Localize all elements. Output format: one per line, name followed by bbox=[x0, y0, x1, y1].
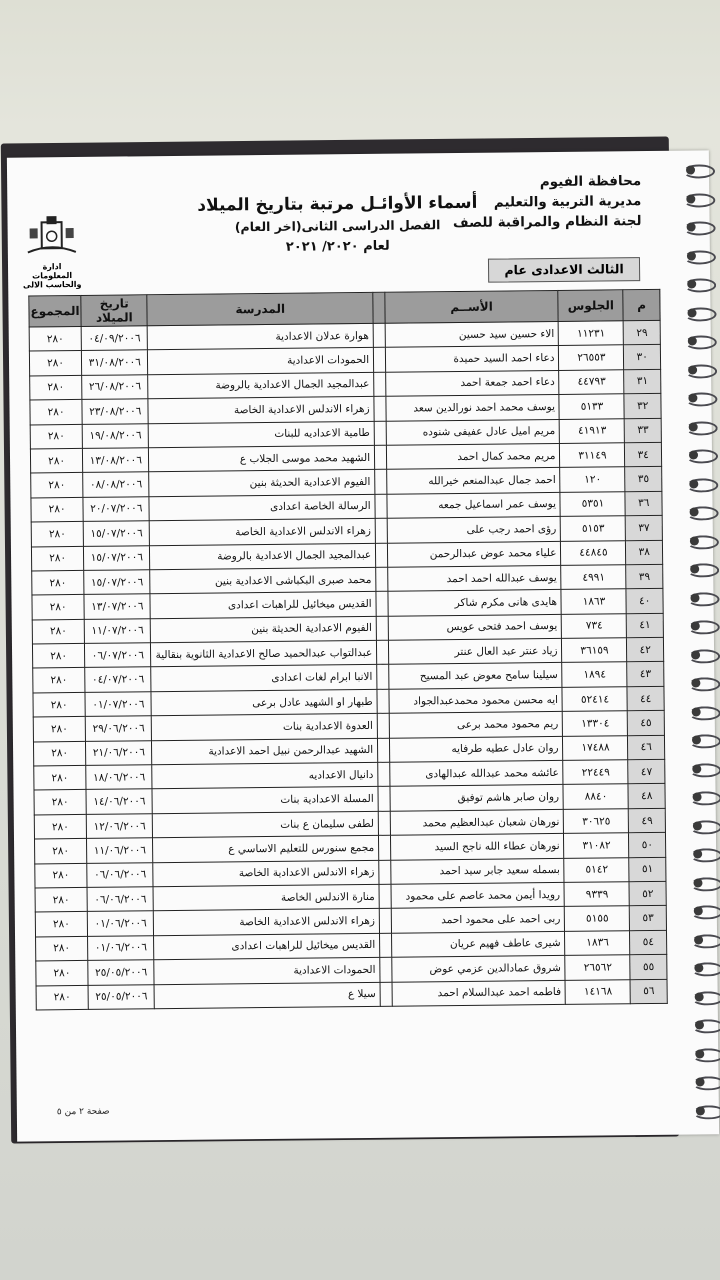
column-gap bbox=[376, 616, 388, 641]
cell-seat: ١٢٠ bbox=[560, 467, 625, 492]
cell-total: ٢٨٠ bbox=[32, 570, 84, 595]
cell-name: مريم اميل عادل عفيفى شنوده bbox=[386, 419, 560, 445]
cell-m: ٤٦ bbox=[628, 735, 665, 760]
cell-m: ٣٨ bbox=[626, 540, 663, 565]
cell-total: ٢٨٠ bbox=[35, 887, 87, 912]
cell-school: الشهيد محمد موسى الجلاب ع bbox=[149, 445, 375, 472]
punch-hole bbox=[687, 279, 696, 288]
cell-seat: ٧٣٤ bbox=[562, 613, 627, 638]
cell-seat: ٤٩٩١ bbox=[561, 565, 626, 590]
cell-m: ٥١ bbox=[629, 857, 666, 882]
cell-school: سيلا ع bbox=[154, 982, 380, 1009]
cell-school: الفيوم الاعدادية الحديثة بنين bbox=[151, 616, 377, 643]
cell-name: نورهان شعبان عبدالعظيم محمد bbox=[390, 809, 564, 835]
cell-school: لطفى سليمان ع بنات bbox=[153, 811, 379, 838]
cell-seat: ٨٨٤٠ bbox=[563, 784, 628, 809]
cell-m: ٤٣ bbox=[627, 662, 664, 687]
cell-name: يوسف محمد احمد نورالدين سعد bbox=[386, 395, 560, 421]
cell-total: ٢٨٠ bbox=[29, 351, 81, 376]
cell-name: دعاء احمد جمعة احمد bbox=[385, 370, 559, 396]
cell-m: ٣٥ bbox=[625, 467, 662, 492]
cell-seat: ٥١٤٢ bbox=[564, 857, 629, 882]
cell-m: ٥٥ bbox=[630, 954, 667, 979]
cell-dob: ١٥/٠٧/٢٠٠٦ bbox=[83, 521, 150, 546]
punch-hole bbox=[692, 707, 701, 716]
cell-seat: ٣١١٤٩ bbox=[560, 443, 625, 468]
cell-school: الشهيد عبدالرحمن نبيل احمد الاعدادية bbox=[152, 738, 378, 765]
punch-hole bbox=[691, 650, 700, 659]
column-gap bbox=[375, 494, 387, 519]
cell-total: ٢٨٠ bbox=[29, 326, 81, 351]
column-gap bbox=[380, 957, 392, 982]
cell-total: ٢٨٠ bbox=[35, 912, 87, 937]
punch-hole bbox=[692, 735, 701, 744]
cell-total: ٢٨٠ bbox=[34, 790, 86, 815]
cell-name: يوسف عبدالله احمد احمد bbox=[387, 565, 561, 591]
cell-school: عبدالمجيد الجمال الاعدادية بالروضة bbox=[150, 543, 376, 570]
column-gap bbox=[374, 372, 386, 397]
column-gap bbox=[378, 762, 390, 787]
cell-school: عبدالمجيد الجمال الاعدادية بالروضة bbox=[148, 372, 374, 399]
cell-m: ٤٢ bbox=[627, 637, 664, 662]
punch-hole bbox=[686, 165, 695, 174]
cell-dob: ١٣/٠٧/٢٠٠٦ bbox=[84, 594, 151, 619]
cell-dob: ٠١/٠٦/٢٠٠٦ bbox=[88, 935, 155, 960]
cell-m: ٤٠ bbox=[626, 589, 663, 614]
column-gap bbox=[378, 811, 390, 836]
cell-total: ٢٨٠ bbox=[30, 448, 82, 473]
cell-m: ٥٣ bbox=[630, 906, 667, 931]
cell-m: ٤٧ bbox=[628, 759, 665, 784]
cell-dob: ٠١/٠٦/٢٠٠٦ bbox=[87, 911, 154, 936]
punch-hole bbox=[694, 963, 703, 972]
cell-m: ٥٦ bbox=[630, 979, 667, 1004]
cell-seat: ٤٤٧٩٣ bbox=[559, 370, 624, 395]
cell-school: هوارة عدلان الاعدادية bbox=[148, 323, 374, 350]
cell-dob: ٠٦/٠٦/٢٠٠٦ bbox=[87, 862, 154, 887]
cell-name: رؤى احمد رجب على bbox=[387, 517, 561, 543]
punch-hole bbox=[696, 1106, 705, 1115]
cell-dob: ٠١/٠٧/٢٠٠٦ bbox=[85, 692, 152, 717]
cell-school: منارة الاندلس الخاصة bbox=[153, 884, 379, 911]
punch-hole bbox=[694, 935, 703, 944]
cell-m: ٤١ bbox=[627, 613, 664, 638]
cell-school: الانبا ابرام لغات اعدادى bbox=[151, 665, 377, 692]
page-footer: صفحة ٢ من ٥ bbox=[56, 1106, 110, 1118]
cell-m: ٣١ bbox=[624, 369, 661, 394]
cell-school: مجمع سنورس للتعليم الاساسي ع bbox=[153, 836, 379, 863]
cell-name: عائشه محمد عبدالله عبدالهادى bbox=[389, 760, 563, 786]
cell-seat: ٤١٩١٣ bbox=[560, 418, 625, 443]
column-gap bbox=[379, 835, 391, 860]
cell-total: ٢٨٠ bbox=[34, 814, 86, 839]
year-label: لعام ٢٠٢٠/ ٢٠٢١ bbox=[285, 238, 390, 255]
cell-seat: ١٤١٦٨ bbox=[565, 979, 630, 1004]
col-header-total: المجموع bbox=[29, 295, 81, 327]
cell-total: ٢٨٠ bbox=[30, 400, 82, 425]
cell-total: ٢٨٠ bbox=[34, 765, 86, 790]
cell-seat: ١٨٩٤ bbox=[562, 662, 627, 687]
cell-total: ٢٨٠ bbox=[32, 619, 84, 644]
cell-school: زهراء الاندلس الاعدادية الخاصة bbox=[148, 397, 374, 424]
cell-m: ٣٦ bbox=[625, 491, 662, 516]
cell-name: رويدا أيمن محمد عاصم على محمود bbox=[391, 882, 565, 908]
cell-total: ٢٨٠ bbox=[31, 546, 83, 571]
punch-hole bbox=[692, 764, 701, 773]
cell-dob: ٢٩/٠٦/٢٠٠٦ bbox=[85, 716, 152, 741]
cell-name: بسمله سعيد جابر سيد احمد bbox=[390, 858, 564, 884]
cell-name: دعاء احمد السيد حميدة bbox=[385, 346, 559, 372]
column-gap bbox=[378, 738, 390, 763]
cell-total: ٢٨٠ bbox=[30, 375, 82, 400]
cell-dob: ١٤/٠٦/٢٠٠٦ bbox=[86, 789, 153, 814]
punch-hole bbox=[689, 450, 698, 459]
cell-name: ريم محمود محمد برعى bbox=[389, 712, 563, 738]
cell-m: ٢٩ bbox=[624, 320, 661, 345]
cell-seat: ٤٤٨٤٥ bbox=[561, 540, 626, 565]
cell-seat: ٢٦٥٦٢ bbox=[565, 955, 630, 980]
punch-hole bbox=[689, 422, 698, 431]
cell-school: زهراء الاندلس الاعدادية الخاصة bbox=[150, 518, 376, 545]
punch-hole bbox=[686, 194, 695, 203]
cell-seat: ٩٣٣٩ bbox=[564, 882, 629, 907]
cell-dob: ٢١/٠٦/٢٠٠٦ bbox=[86, 740, 153, 765]
punch-hole bbox=[691, 678, 700, 687]
col-header-m: م bbox=[623, 289, 660, 320]
cell-school: عبدالتواب عبدالحميد صالح الاعدادية الثانوية بنقالية bbox=[151, 640, 377, 667]
cell-name: يوسف عمر اسماعيل جمعه bbox=[387, 492, 561, 518]
info-center-logo bbox=[21, 212, 82, 290]
cell-seat: ٣٠٦٢٥ bbox=[564, 809, 629, 834]
cell-m: ٣٠ bbox=[624, 345, 661, 370]
cell-seat: ١١٢٣١ bbox=[559, 321, 624, 346]
cell-m: ٣٢ bbox=[624, 394, 661, 419]
cell-dob: ١١/٠٦/٢٠٠٦ bbox=[87, 838, 154, 863]
document-page bbox=[7, 150, 719, 1141]
cell-name: مريم محمد كمال احمد bbox=[386, 443, 560, 469]
cell-seat: ٥١٥٥ bbox=[565, 906, 630, 931]
cell-seat: ١٨٣٦ bbox=[565, 930, 630, 955]
cell-seat: ١٣٣٠٤ bbox=[563, 711, 628, 736]
column-gap bbox=[373, 348, 385, 373]
punch-hole bbox=[695, 992, 704, 1001]
logo-emblem-icon bbox=[21, 212, 81, 259]
punch-hole bbox=[693, 878, 702, 887]
column-gap bbox=[376, 543, 388, 568]
cell-school: دانيال الاعداديه bbox=[152, 762, 378, 789]
cell-seat: ١٧٤٨٨ bbox=[563, 735, 628, 760]
cell-dob: ١٣/٠٨/٢٠٠٦ bbox=[83, 448, 150, 473]
governorate-label: محافظة الفيوم bbox=[539, 173, 642, 191]
cell-seat: ٥١٣٣ bbox=[559, 394, 624, 419]
cell-name: احمد جمال عبدالمنعم خيرالله bbox=[386, 468, 560, 494]
cell-total: ٢٨٠ bbox=[33, 741, 85, 766]
cell-school: الفيوم الاعدادية الحديثة بنين bbox=[149, 470, 375, 497]
cell-name: هايدى هانى مكرم شاكر bbox=[388, 590, 562, 616]
cell-dob: ٠٦/٠٦/٢٠٠٦ bbox=[87, 887, 154, 912]
cell-m: ٣٤ bbox=[625, 442, 662, 467]
cell-school: القديس ميخائيل للراهبات اعدادى bbox=[154, 933, 380, 960]
cell-seat: ٢٢٤٤٩ bbox=[563, 760, 628, 785]
cell-m: ٤٨ bbox=[628, 784, 665, 809]
cell-dob: ٢٣/٠٨/٢٠٠٦ bbox=[82, 399, 149, 424]
cell-seat: ٣١٠٨٢ bbox=[564, 833, 629, 858]
cell-total: ٢٨٠ bbox=[30, 424, 82, 449]
cell-seat: ٥٣٥١ bbox=[560, 491, 625, 516]
cell-name: زياد عنتر عبد العال عنتر bbox=[388, 638, 562, 664]
punch-hole bbox=[687, 251, 696, 260]
cell-dob: ١٢/٠٦/٢٠٠٦ bbox=[86, 814, 153, 839]
punch-hole bbox=[696, 1077, 705, 1086]
punch-hole bbox=[687, 308, 696, 317]
cell-name: علياء محمد عوض عبدالرحمن bbox=[387, 541, 561, 567]
column-gap bbox=[379, 884, 391, 909]
cell-m: ٣٩ bbox=[626, 564, 663, 589]
col-header-name: الأســم bbox=[385, 290, 559, 323]
cell-m: ٣٧ bbox=[626, 515, 663, 540]
cell-seat: ١٨٦٣ bbox=[561, 589, 626, 614]
header-title-block bbox=[187, 193, 488, 256]
cell-school: محمد صبرى البكباشى الاعدادية بنين bbox=[150, 567, 376, 594]
punch-hole bbox=[690, 564, 699, 573]
punch-hole bbox=[693, 792, 702, 801]
cell-school: الحمودات الاعدادية bbox=[148, 348, 374, 375]
cell-school: زهراء الاندلس الاعدادية الخاصة bbox=[153, 860, 379, 887]
cell-school: الحمودات الاعدادية bbox=[154, 957, 380, 984]
column-gap bbox=[379, 909, 391, 934]
cell-m: ٥٢ bbox=[629, 881, 666, 906]
cell-dob: ١٨/٠٦/٢٠٠٦ bbox=[86, 765, 153, 790]
cell-dob: ٠٤/٠٩/٢٠٠٦ bbox=[81, 326, 148, 351]
column-gap bbox=[377, 713, 389, 738]
punch-hole bbox=[688, 365, 697, 374]
cell-m: ٤٩ bbox=[629, 808, 666, 833]
directorate-label: مديرية التربية والتعليم bbox=[493, 193, 642, 211]
cell-total: ٢٨٠ bbox=[36, 985, 88, 1010]
cell-m: ٤٥ bbox=[628, 711, 665, 736]
column-gap bbox=[380, 982, 392, 1007]
cell-name: شروق عمادالدين عزمي عوض bbox=[392, 956, 566, 982]
column-gap bbox=[376, 592, 388, 617]
punch-hole bbox=[694, 906, 703, 915]
cell-seat: ٣٦١٥٩ bbox=[562, 638, 627, 663]
cell-name: يوسف احمد فتحى عويس bbox=[388, 614, 562, 640]
cell-name: فاطمه احمد عبدالسلام احمد bbox=[392, 980, 566, 1006]
cell-total: ٢٨٠ bbox=[33, 692, 85, 717]
punch-hole bbox=[688, 336, 697, 345]
cell-name: ربى احمد على محمود احمد bbox=[391, 907, 565, 933]
committee-label: لجنة النظام والمراقبة للصف bbox=[452, 213, 642, 232]
cell-seat: ٢٦٥٥٣ bbox=[559, 345, 624, 370]
punch-hole bbox=[690, 593, 699, 602]
cell-dob: ٠٤/٠٧/٢٠٠٦ bbox=[85, 667, 152, 692]
cell-name: الاء حسين سيد حسين bbox=[385, 321, 559, 347]
logo-caption: ادارة المعلومات والحاسب الالى bbox=[22, 262, 82, 290]
cell-m: ٤٤ bbox=[627, 686, 664, 711]
column-gap bbox=[379, 860, 391, 885]
punch-hole bbox=[693, 821, 702, 830]
cell-name: ايه محسن محمود محمدعبدالجواد bbox=[389, 687, 563, 713]
cell-total: ٢٨٠ bbox=[35, 863, 87, 888]
cell-total: ٢٨٠ bbox=[31, 497, 83, 522]
punch-hole bbox=[687, 222, 696, 231]
cell-school: الرسالة الخاصة اعدادى bbox=[149, 494, 375, 521]
column-gap bbox=[375, 470, 387, 495]
column-gap bbox=[380, 933, 392, 958]
column-gap bbox=[373, 292, 385, 323]
cell-total: ٢٨٠ bbox=[33, 717, 85, 742]
table-row bbox=[36, 979, 667, 1010]
punch-hole bbox=[690, 536, 699, 545]
cell-total: ٢٨٠ bbox=[35, 839, 87, 864]
cell-dob: ٠٦/٠٧/٢٠٠٦ bbox=[85, 643, 152, 668]
punch-hole bbox=[695, 1020, 704, 1029]
col-header-school: المدرسة bbox=[147, 292, 373, 325]
cell-school: المسلة الاعدادية بنات bbox=[152, 787, 378, 814]
cell-m: ٣٣ bbox=[625, 418, 662, 443]
grade-box: الثالث الاعدادى عام bbox=[488, 257, 640, 283]
punch-hole bbox=[688, 393, 697, 402]
cell-dob: ٢٦/٠٨/٢٠٠٦ bbox=[82, 375, 149, 400]
cell-school: طامية الاعداديه للبنات bbox=[149, 421, 375, 448]
cell-seat: ٥١٥٣ bbox=[561, 516, 626, 541]
cell-school: زهراء الاندلس الاعدادية الخاصة bbox=[154, 909, 380, 936]
cell-dob: ١٥/٠٧/٢٠٠٦ bbox=[84, 570, 151, 595]
cell-school: طبهار او الشهيد عادل برعى bbox=[151, 689, 377, 716]
cell-name: روان عادل عطيه طرفايه bbox=[389, 736, 563, 762]
column-gap bbox=[377, 689, 389, 714]
cell-dob: ١١/٠٧/٢٠٠٦ bbox=[84, 618, 151, 643]
col-header-seat: الجلوس bbox=[558, 290, 623, 322]
column-gap bbox=[375, 518, 387, 543]
page-title: أسماء الأوائـل مرتبة بتاريخ الميلاد bbox=[197, 192, 478, 216]
punch-hole bbox=[695, 1049, 704, 1058]
cell-school: القديس ميخائيل للراهبات اعدادى bbox=[150, 592, 376, 619]
column-gap bbox=[374, 396, 386, 421]
cell-dob: ٠٨/٠٨/٢٠٠٦ bbox=[83, 472, 150, 497]
column-gap bbox=[377, 665, 389, 690]
cell-dob: ١٩/٠٨/٢٠٠٦ bbox=[82, 423, 149, 448]
punch-hole bbox=[690, 507, 699, 516]
cell-m: ٥٤ bbox=[630, 930, 667, 955]
cell-school: العدوة الاعدادية بنات bbox=[152, 714, 378, 741]
column-gap bbox=[376, 567, 388, 592]
cell-m: ٥٠ bbox=[629, 833, 666, 858]
punch-hole bbox=[689, 479, 698, 488]
cell-name: سيلينا سامح معوض عبد المسيح bbox=[388, 663, 562, 689]
cell-dob: ٣١/٠٨/٢٠٠٦ bbox=[82, 350, 149, 375]
cell-total: ٢٨٠ bbox=[32, 595, 84, 620]
col-header-dob: تاريخ الميلاد bbox=[81, 295, 148, 327]
cell-total: ٢٨٠ bbox=[33, 668, 85, 693]
column-gap bbox=[373, 323, 385, 348]
cell-seat: ٥٢٤١٤ bbox=[562, 687, 627, 712]
column-gap bbox=[374, 421, 386, 446]
punch-hole bbox=[693, 849, 702, 858]
cell-name: شيرى عاطف فهيم عريان bbox=[391, 931, 565, 957]
cell-total: ٢٨٠ bbox=[31, 522, 83, 547]
ranking-table bbox=[28, 289, 667, 1011]
punch-hole bbox=[691, 621, 700, 630]
cell-total: ٢٨٠ bbox=[36, 936, 88, 961]
cell-dob: ٢٥/٠٥/٢٠٠٦ bbox=[88, 960, 155, 985]
column-gap bbox=[375, 445, 387, 470]
cell-dob: ٢٥/٠٥/٢٠٠٦ bbox=[88, 984, 155, 1009]
cell-dob: ١٥/٠٧/٢٠٠٦ bbox=[84, 545, 151, 570]
cell-dob: ٢٠/٠٧/٢٠٠٦ bbox=[83, 496, 150, 521]
semester-label: الفصل الدراسى الثانى(اخر العام) bbox=[234, 217, 441, 235]
column-gap bbox=[377, 640, 389, 665]
cell-name: روان صابر هاشم توفيق bbox=[390, 785, 564, 811]
cell-name: نورهان عطاء الله ناجح السيد bbox=[390, 834, 564, 860]
cell-total: ٢٨٠ bbox=[36, 961, 88, 986]
cell-total: ٢٨٠ bbox=[32, 643, 84, 668]
column-gap bbox=[378, 787, 390, 812]
cell-total: ٢٨٠ bbox=[31, 473, 83, 498]
